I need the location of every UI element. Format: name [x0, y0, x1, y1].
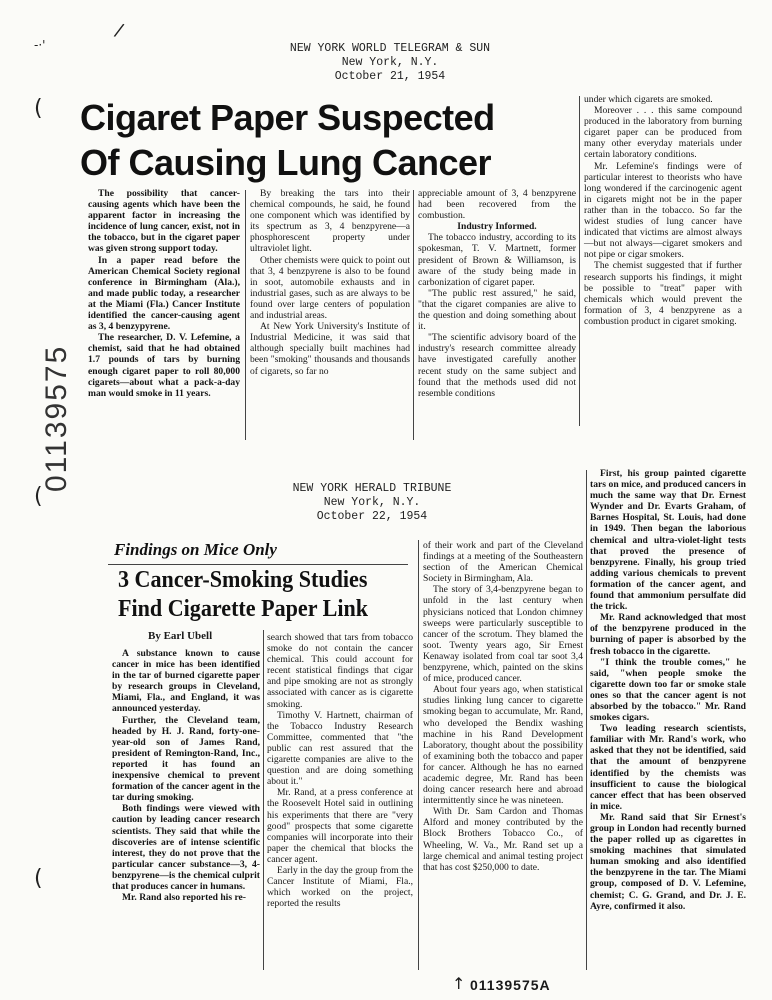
article1-col3: [418, 188, 576, 399]
paragraph: "The scientific advisory board of the industry's research committee already have investigated carefully another recent study on the same subject and found that the methods used did not resemble conditions: [418, 332, 576, 399]
article2-col2: [267, 632, 413, 909]
masthead-city: New York, N.Y.: [323, 496, 421, 509]
article2-masthead: [262, 482, 482, 524]
article2-col4: [590, 468, 746, 912]
article2-headline-2: Find Cigarette Paper Link: [118, 596, 369, 622]
paragraph: With Dr. Sam Cardon and Thomas Alford and money contributed by the Block Brothers Tobacco Co., of Wheeling, W. Va., Mr. Rand set up a large chemical and animal testing project that has cost $250,000 to date.: [423, 806, 583, 873]
paragraph: First, his group painted cigarette tars on mice, and produced cancers in much the same way that Dr. Ernest Wynder and Dr. Evarts Graham, of Barnes Hospital, St. Louis, had done in 1949. Then began the laborious chemical and ultra-violet-light tests that proved the presence of benzpyrene. Finally, his group tried adding various chemicals to prevent formation of the cancer agent, and found that ammonium persulfate did the trick.: [590, 468, 746, 613]
margin-stamp: 01139575: [40, 344, 73, 492]
byline: By Earl Ubell: [148, 630, 213, 642]
paragraph: At New York University's Institute of Industrial Medicine, it was said that although specially built machines had been "smoking" thousands and thousands of cigarets, so far no: [250, 321, 410, 377]
paragraph: "The public rest assured," he said, "that the cigaret companies are alive to the question and doing something about it.: [418, 287, 576, 333]
paragraph: Mr. Rand also reported his re-: [122, 892, 247, 904]
column-rule: [245, 190, 246, 440]
paragraph: search showed that tars from tobacco smoke do not contain the cancer chemical. This could account for recent statistical findings that cigar and pipe smoking are not as strongly associated with cancer as is cigarette smoking.: [267, 632, 413, 710]
paragraph: appreciable amount of 3, 4 benzpyrene had been recovered from the combustion.: [418, 188, 576, 222]
article1-col1: [88, 188, 240, 399]
article1-col4: [584, 94, 742, 327]
paragraph: Mr. Rand, at a press conference at the Roosevelt Hotel said in outlining his experiments that there are "very good" prospects that some cigarette companies will incorporate into their paper the chemical that blocks the cancer agent.: [267, 787, 413, 865]
masthead-date: October 21, 1954: [334, 70, 446, 83]
article1-masthead: [250, 42, 530, 84]
masthead-paper: NEW YORK HERALD TRIBUNE: [292, 482, 452, 495]
masthead-date: October 22, 1954: [316, 510, 428, 523]
paragraph: The researcher, D. V. Lefemine, a chemist, said that he had obtained 1.7 pounds of tars by burning enough cigaret paper to roll 80,000 cigarets—about what a pack-a-day man would smoke in 11 years.: [88, 332, 240, 399]
paragraph: under which cigarets are smoked.: [584, 94, 713, 105]
paragraph: The tobacco industry, according to its spokesman, T. V. Martnett, former president of Brown & Williamson, is aware of the study being made in carbonization of cigaret paper.: [418, 232, 576, 288]
article2-kicker: Findings on Mice Only: [114, 540, 277, 559]
subhead-industry-informed: Industry Informed.: [457, 221, 537, 233]
paragraph: Mr. Rand acknowledged that most of the benzpyrene produced in the burning of paper is absorbed by the fresh tobacco in the cigarette.: [590, 612, 746, 657]
paragraph: Early in the day the group from the Cancer Institute of Miami, Fla., which worked on the project, reported the results: [267, 864, 413, 910]
paragraph: Other chemists were quick to point out that 3, 4 benzpyrene is also to be found in soot, automobile exhausts and in industrial gases, such as are always to be found over large centers of population and industrial areas.: [250, 254, 410, 322]
article2-headline-1: 3 Cancer-Smoking Studies: [118, 567, 368, 593]
paragraph: "I think the trouble comes," he said, "when people smoke the cigarette down too far or smoke stale ones so that the cancer agent is not absorbed by the tobacco." Mr. Rand smokes cigars.: [590, 656, 746, 724]
article2-col3: [423, 540, 583, 873]
paragraph: By breaking the tars into their chemical compounds, he said, he found one component which was identified by its spectrum as 3, 4 benzpyrene—a phosphorescent property under ultraviolet light.: [250, 188, 410, 255]
paragraph: Mr. Lefemine's findings were of particular interest to theorists who have long wondered if the carcinogenic agent in cigarets might not be in the paper rather than in the tobacco. So far the widest studies of lung cancer have indicated that victims are almost always—but not always—cigaret smokers and not pipe or cigar smokers.: [584, 160, 742, 261]
paragraph: In a paper read before the American Chemical Society regional conference in Birmingham (Ala.), and made public today, a researcher at the Miami (Fla.) Cancer Institute identified the cancer-causing agent as 3, 4 benzypyrene.: [88, 254, 240, 333]
column-rule: [579, 96, 580, 426]
punch-mark-middle: (: [34, 484, 43, 509]
arrow-up-icon: ↑: [452, 974, 466, 993]
paragraph: The chemist suggested that if further research supports his findings, it might be possible to "treat" paper with chemicals which would prevent the formation of 3, 4 benzpyrene as a combustion product in cigaret smoking.: [584, 260, 742, 327]
paragraph: The possibility that cancer-causing agents which have been the apparent factor in increasing the incidence of lung cancer, exist, not in the tobacco, but in the cigaret paper was given strong support today.: [88, 188, 240, 255]
pen-scribble: -·': [34, 38, 46, 52]
column-rule: [586, 470, 587, 970]
paragraph: About four years ago, when statistical studies linking lung cancer to cigarette smoking began to accumulate, Mr. Rand, who developed the Bendix washing machine in his Rand Development Laboratory, thought about the possibility of examining both the tobacco and paper for cancer. Although he has no earned academic degree, Mr. Rand has been doing cancer research here and abroad intermittently since he was nineteen.: [423, 684, 583, 807]
masthead-paper: NEW YORK WORLD TELEGRAM & SUN: [289, 42, 491, 55]
punch-mark-top: (: [34, 96, 43, 121]
paragraph: Both findings were viewed with caution by leading cancer research scientists. They said that while the discoveries are of intense scientific interest, they do not prove that the particular cancer substance—3, 4-benzpyrene—is the chemical culprit that produces cancer in humans.: [112, 803, 260, 892]
paragraph: A substance known to cause cancer in mice has been identified in the tar of burned cigarette paper by research groups in Cleveland, Miami, Fla., and England, it was announced yesterday.: [112, 648, 260, 715]
punch-mark-bottom: (: [34, 866, 43, 891]
article1-headline-2: Of Causing Lung Cancer: [80, 142, 492, 183]
column-rule: [413, 190, 414, 440]
paragraph: Mr. Rand said that Sir Ernest's group in London had recently burned the paper rolled up as cigarettes in smoking machines that simulated human smoking and also identified the benzpyrene in the tar. The Miami group, composed of D. V. Lefemine, chemist; C. G. Grand, and Dr. J. E. Ayre, confirmed it also.: [590, 811, 746, 912]
paragraph: Two leading research scientists, familiar with Mr. Rand's work, who asked that they not be identified, said that the amount of benzpyrene identified by the chemists was insufficient to cause the biological cancer effect that has been observed in mice.: [590, 723, 746, 812]
masthead-city: New York, N.Y.: [341, 56, 439, 69]
pen-mark: /: [112, 19, 126, 42]
column-rule: [418, 540, 419, 970]
paragraph: Moreover . . . this same compound produced in the laboratory from burning cigaret paper can be produced from many other everyday materials under certain laboratory conditions.: [584, 105, 742, 161]
document-id: 01139575A: [470, 977, 551, 993]
article1-headline-1: Cigaret Paper Suspected: [80, 97, 495, 138]
article1-col2: [250, 188, 410, 377]
paragraph: The story of 3,4-benzpyrene began to unfold in the last century when physicians noticed that London chimney sweeps were particularly susceptible to cancer of the scrotum. They blamed the soot. Twenty years ago, Sir Ernest Kenaway isolated from coal tar soot 3,4 benzpyrene, which, painted on the skins of mice, produced cancer.: [423, 584, 583, 685]
column-rule: [263, 630, 264, 970]
paragraph: Further, the Cleveland team, headed by H. J. Rand, forty-one-year-old son of James Rand, president of Remington-Rand, Inc., reported it has found an inexpensive chemical to prevent formation of the cancer agent in the tar during smoking.: [112, 714, 260, 804]
article2-col1: [112, 648, 260, 903]
paragraph: of their work and part of the Cleveland findings at a meeting of the Southeastern section of the American Chemical Society in Birmingham, Ala.: [423, 540, 583, 585]
paragraph: Timothy V. Hartnett, chairman of the Tobacco Industry Research Committee, commented that "the public can rest assured that the cigarette companies are alive to the question and are doing something about it.": [267, 709, 413, 788]
